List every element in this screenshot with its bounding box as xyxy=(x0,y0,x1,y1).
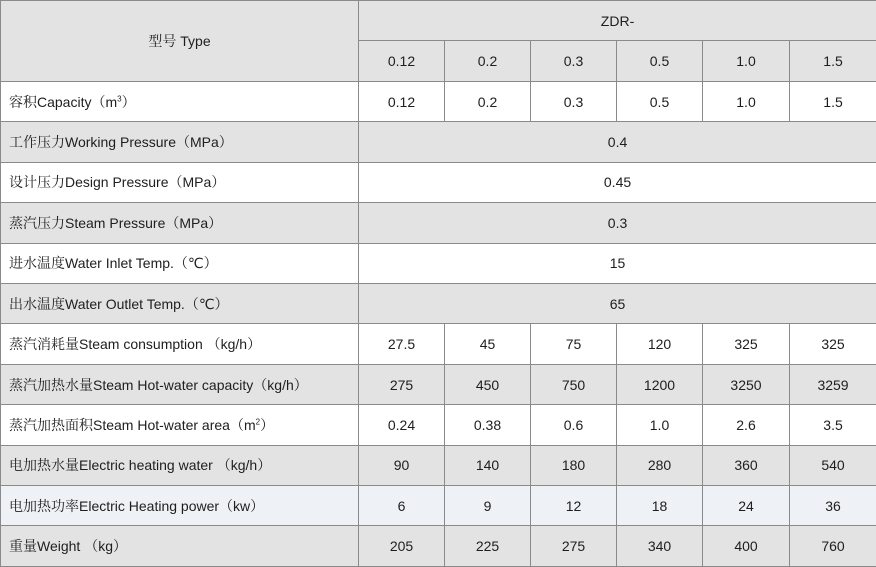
steam-hot-water-capacity-label: 蒸汽加热水量Steam Hot-water capacity（kg/h） xyxy=(1,364,359,404)
weight-label: 重量Weight （kg） xyxy=(1,526,359,567)
design-pressure-label: 设计压力Design Pressure（MPa） xyxy=(1,162,359,202)
value-cell: 3.5 xyxy=(790,405,876,445)
outlet-temp-value: 65 xyxy=(359,283,876,323)
model-cell: 1.5 xyxy=(790,41,876,81)
value-cell: 6 xyxy=(359,486,445,526)
value-cell: 325 xyxy=(703,324,790,364)
electric-heating-water-label: 电加热水量Electric heating water （kg/h） xyxy=(1,445,359,485)
series-label: ZDR- xyxy=(600,12,635,29)
value-cell: 340 xyxy=(617,526,703,567)
value-cell: 760 xyxy=(790,526,876,567)
value-cell: 275 xyxy=(359,364,445,404)
value-cell: 3259 xyxy=(790,364,876,404)
electric-heating-power-row xyxy=(1,486,876,526)
value-cell: 9 xyxy=(445,486,531,526)
steam-consumption-row xyxy=(1,324,876,364)
inlet-temp-label: 进水温度Water Inlet Temp.（℃） xyxy=(1,243,359,283)
value-cell: 75 xyxy=(531,324,617,364)
value-cell: 205 xyxy=(359,526,445,567)
value-cell: 2.6 xyxy=(703,405,790,445)
value-cell: 225 xyxy=(445,526,531,567)
capacity-row xyxy=(1,81,876,121)
working-pressure-value: 0.4 xyxy=(359,122,876,162)
steam-pressure-label: 蒸汽压力Steam Pressure（MPa） xyxy=(1,203,359,243)
value-cell: 0.12 xyxy=(359,81,445,121)
model-cell: 0.5 xyxy=(617,41,703,81)
value-cell: 0.38 xyxy=(445,405,531,445)
steam-hot-water-area-label: 蒸汽加热面积Steam Hot-water $area(m^2)$ xyxy=(1,405,359,445)
value-cell: 1.0 xyxy=(703,81,790,121)
value-cell: 45 xyxy=(445,324,531,364)
value-cell: 0.24 xyxy=(359,405,445,445)
value-cell: 280 xyxy=(617,445,703,485)
value-cell: 450 xyxy=(445,364,531,404)
value-cell: 180 xyxy=(531,445,617,485)
value-cell: 120 xyxy=(617,324,703,364)
inlet-temp-value: 15 xyxy=(359,243,876,283)
design-pressure-value: 0.45 xyxy=(359,162,876,202)
type-label: 型号 Type xyxy=(148,32,211,49)
value-cell: 275 xyxy=(531,526,617,567)
value-cell: 90 xyxy=(359,445,445,485)
value-cell: 140 xyxy=(445,445,531,485)
value-cell: 36 xyxy=(790,486,876,526)
model-cell: 0.2 xyxy=(445,41,531,81)
weight-row xyxy=(1,526,876,567)
capacity-label: 容积$Capacity(m^3)$ xyxy=(1,81,359,121)
value-cell: 1.5 xyxy=(790,81,876,121)
value-cell: 12 xyxy=(531,486,617,526)
steam-consumption-label: 蒸汽消耗量Steam consumption （kg/h） xyxy=(1,324,359,364)
electric-heating-water-row xyxy=(1,445,876,485)
header-row xyxy=(1,1,876,41)
value-cell: 325 xyxy=(790,324,876,364)
value-cell: 27.5 xyxy=(359,324,445,364)
outlet-temp-row xyxy=(1,283,876,323)
value-cell: 3250 xyxy=(703,364,790,404)
inlet-temp-row xyxy=(1,243,876,283)
value-cell: 0.5 xyxy=(617,81,703,121)
value-cell: 1200 xyxy=(617,364,703,404)
value-cell: 540 xyxy=(790,445,876,485)
type-header-cell xyxy=(1,1,359,82)
value-cell: 18 xyxy=(617,486,703,526)
value-cell: 24 xyxy=(703,486,790,526)
series-header-cell xyxy=(359,1,876,41)
working-pressure-label: 工作压力Working Pressure（MPa） xyxy=(1,122,359,162)
design-pressure-row xyxy=(1,162,876,202)
steam-pressure-value: 0.3 xyxy=(359,203,876,243)
steam-pressure-row xyxy=(1,203,876,243)
steam-hot-water-area-row xyxy=(1,405,876,445)
model-cell: 0.3 xyxy=(531,41,617,81)
working-pressure-row xyxy=(1,122,876,162)
model-cell: 1.0 xyxy=(703,41,790,81)
value-cell: 0.6 xyxy=(531,405,617,445)
value-cell: 360 xyxy=(703,445,790,485)
electric-heating-power-label: 电加热功率Electric Heating power（kw） xyxy=(1,486,359,526)
value-cell: 0.2 xyxy=(445,81,531,121)
value-cell: 400 xyxy=(703,526,790,567)
value-cell: 1.0 xyxy=(617,405,703,445)
model-cell: 0.12 xyxy=(359,41,445,81)
outlet-temp-label: 出水温度Water Outlet Temp.（℃） xyxy=(1,283,359,323)
value-cell: 750 xyxy=(531,364,617,404)
steam-hot-water-capacity-row xyxy=(1,364,876,404)
value-cell: 0.3 xyxy=(531,81,617,121)
